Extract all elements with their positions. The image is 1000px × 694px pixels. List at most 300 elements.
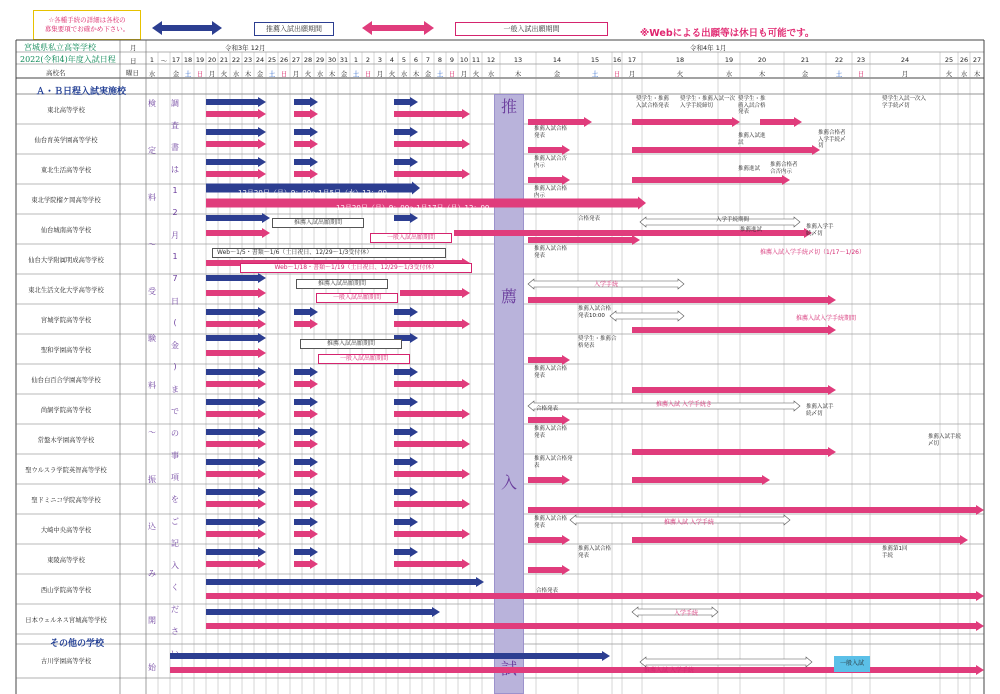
day-cell: 5 <box>401 56 407 64</box>
col-weekday: 曜日 <box>126 69 139 77</box>
school-name: 大崎中央高等学校 <box>40 527 92 534</box>
day-cell: 27 <box>972 56 982 64</box>
schedule-arrow <box>394 469 470 479</box>
note-bunka-1: 入学手続 <box>594 281 619 288</box>
note-shokei-2: 推薦入試 入学手続き <box>656 401 712 408</box>
schedule-arrow <box>294 427 318 437</box>
vertical-char: ま <box>171 385 179 394</box>
schedule-arrow <box>394 109 470 119</box>
note-osaki-1: 推薦入試 入学手続 <box>664 519 714 526</box>
vertical-char: さ <box>171 627 179 636</box>
schedule-arrow <box>206 487 266 497</box>
schedule-arrow <box>294 559 318 569</box>
note-tg-1: 推薦入試合格内示 <box>534 186 568 199</box>
day-cell: 2 <box>365 56 371 64</box>
vertical-char: 〜 <box>148 240 156 249</box>
day-cell: 25 <box>944 56 954 64</box>
weekday-cell: 水 <box>148 70 156 78</box>
schedule-arrow <box>206 97 266 107</box>
vertical-char: 金 <box>171 341 179 350</box>
vertical-char: 7 <box>172 274 178 283</box>
day-cell: 7 <box>425 56 431 64</box>
schedule-arrow <box>632 447 836 457</box>
note-ursula-1: 推薦入試合格発表 <box>534 456 573 469</box>
note-joonan-1: 合格発表 <box>578 216 601 222</box>
schedule-arrow <box>206 499 266 509</box>
weekday-cell: 月 <box>628 70 636 78</box>
school-name: 尚絅学院高等学校 <box>40 407 92 414</box>
note-wellness-1: 入学手続 <box>674 610 699 617</box>
schedule-arrow <box>294 97 318 107</box>
day-cell: 16 <box>612 56 622 64</box>
note-seikatsu-2: 推薦進試 <box>738 166 761 172</box>
schedule-arrow <box>294 547 318 557</box>
legend-recommend: 推薦入試出願期間 <box>254 22 334 36</box>
weekday-cell: 日 <box>613 70 621 78</box>
vertical-char: 1 <box>172 252 178 261</box>
vertical-char: 入 <box>171 561 179 570</box>
day-cell: 26 <box>279 56 289 64</box>
schedule-arrow <box>206 319 266 329</box>
schedule-arrow <box>294 457 318 467</box>
weekday-cell: 水 <box>232 70 240 78</box>
ippan-nyushi-box: 一般入試 <box>834 656 870 672</box>
weekday-cell: 火 <box>304 70 312 78</box>
schedule-arrow <box>394 367 418 377</box>
day-cell: 26 <box>959 56 969 64</box>
note-furukawa-1: 推薦入試 入学手続 <box>644 667 694 674</box>
schedule-arrow <box>206 367 266 377</box>
schedule-arrow <box>394 547 418 557</box>
day-cell: 12 <box>486 56 496 64</box>
weekday-cell: 水 <box>316 70 324 78</box>
vertical-char: 験 <box>148 334 156 343</box>
weekday-cell: 日 <box>196 70 204 78</box>
schedule-arrow <box>294 517 318 527</box>
schedule-arrow <box>632 117 740 127</box>
day-cell: 13 <box>513 56 523 64</box>
schedule-arrow <box>394 397 418 407</box>
procedure-arrow <box>610 311 684 321</box>
weekday-cell: 土 <box>591 70 599 78</box>
day-cell: 25 <box>267 56 277 64</box>
school-name: 宮城学院高等学校 <box>40 317 92 324</box>
schedule-arrow <box>294 109 318 119</box>
schedule-arrow <box>206 333 266 343</box>
schedule-arrow <box>294 307 318 317</box>
weekday-cell: 土 <box>184 70 192 78</box>
weekday-cell: 月 <box>460 70 468 78</box>
col-school-header: 高校名 <box>46 69 66 77</box>
weekday-cell: 土 <box>436 70 444 78</box>
school-name: 東陵高等学校 <box>47 557 85 564</box>
weekday-cell: 木 <box>244 70 252 78</box>
school-name: 仙台白百合学園高等学校 <box>31 377 101 384</box>
day-cell: 23 <box>243 56 253 64</box>
day-cell: 21 <box>219 56 229 64</box>
schedule-arrow <box>400 288 470 298</box>
schedule-arrow <box>394 319 470 329</box>
label-tg-rec: 12月20日（月）9：00〜1月5日（水）12：00 <box>238 189 387 197</box>
schedule-arrow <box>206 169 266 179</box>
schedule-arrow <box>206 379 266 389</box>
schedule-arrow <box>394 529 470 539</box>
weekday-cell: 金 <box>172 70 180 78</box>
weekday-cell: 火 <box>220 70 228 78</box>
note-shirayuri-1: 推薦入試合格発表 <box>534 366 568 379</box>
day-cell: 〜 <box>160 57 168 65</box>
schedule-arrow <box>206 127 266 137</box>
weekday-cell: 木 <box>514 70 522 78</box>
day-cell: 4 <box>389 56 395 64</box>
schedule-arrow <box>528 145 570 155</box>
schedule-arrow <box>632 535 968 545</box>
schedule-arrow <box>394 169 470 179</box>
weekday-cell: 水 <box>960 70 968 78</box>
schedule-arrow <box>394 559 470 569</box>
school-name: 聖和学園高等学校 <box>40 347 92 354</box>
schedule-arrow <box>206 213 270 223</box>
note-meisei-2: 推薦入試合格発表 <box>534 246 568 259</box>
schedule-arrow <box>206 547 266 557</box>
weekday-cell: 火 <box>676 70 684 78</box>
schedule-arrow <box>206 273 266 283</box>
weekday-cell: 金 <box>340 70 348 78</box>
day-cell: 30 <box>327 56 337 64</box>
weekday-cell: 土 <box>352 70 360 78</box>
weekday-cell: 日 <box>364 70 372 78</box>
school-name-other: 古川学園高等学校 <box>40 658 92 665</box>
note-toryo-1: 推薦入試合格発表 <box>578 546 612 559</box>
vertical-char: 〜 <box>148 428 156 437</box>
vertical-char: 事 <box>171 451 179 460</box>
web-note: ※Webによる出願等は休日も可能です。 <box>640 28 815 39</box>
schedule-arrow <box>394 127 418 137</box>
day-cell: 29 <box>315 56 325 64</box>
vertical-char: 調 <box>171 99 179 108</box>
weekday-cell: 水 <box>725 70 733 78</box>
schedule-arrow <box>394 499 470 509</box>
vertical-char: 記 <box>171 539 179 548</box>
label-bunka-gen: 一般入試出願期間 <box>316 293 398 303</box>
day-cell: 23 <box>856 56 866 64</box>
vertical-char: 開 <box>148 616 156 625</box>
note-nishiyama-1: 合格発表 <box>536 588 559 594</box>
vertical-char: は <box>171 165 179 174</box>
schedule-arrow <box>528 475 570 485</box>
school-name: 東北高等学校 <box>47 107 85 114</box>
label-bunka-rec: 推薦入試出願期間 <box>296 279 388 289</box>
weekday-cell: 月 <box>292 70 300 78</box>
schedule-arrow <box>294 529 318 539</box>
day-cell: 18 <box>675 56 685 64</box>
note-meisei-1: 推薦入試入学手続〆切（1/17〜1/26） <box>760 249 865 256</box>
label-meisei-rec: Web〜1/5・書類〜1/6（土日祝日、12/29〜1/3受付休） <box>212 248 446 258</box>
day-cell: 28 <box>303 56 313 64</box>
day-cell: 27 <box>291 56 301 64</box>
schedule-arrow <box>394 517 418 527</box>
suisen-char: 入 <box>500 473 517 492</box>
schedule-arrow <box>528 535 570 545</box>
school-name: 東北生活高等学校 <box>40 167 92 174</box>
weekday-cell: 水 <box>487 70 495 78</box>
label-seiwa-rec: 推薦入試出願期間 <box>300 339 402 349</box>
schedule-arrow <box>294 379 318 389</box>
label-meisei-gen: Web〜1/18・書類〜1/19（土日祝日、12/29〜1/3受付休） <box>240 263 472 273</box>
weekday-cell: 火 <box>472 70 480 78</box>
school-name: 仙台城南高等学校 <box>40 227 92 234</box>
vertical-char: ご <box>171 517 179 526</box>
vertical-char: で <box>171 407 179 416</box>
section-other-header: その他の学校 <box>50 639 105 649</box>
school-name: 仙台大学附属明成高等学校 <box>28 257 104 264</box>
day-cell: 21 <box>800 56 810 64</box>
schedule-arrow <box>394 379 470 389</box>
vertical-char: 月 <box>171 231 179 240</box>
schedule-arrow <box>206 469 266 479</box>
weekday-cell: 木 <box>328 70 336 78</box>
schedule-arrow <box>206 307 266 317</box>
schedule-arrow <box>206 228 270 238</box>
schedule-arrow <box>294 409 318 419</box>
weekday-cell: 金 <box>801 70 809 78</box>
note-ikuei-1: 推薦入試合格発表 <box>534 126 568 139</box>
day-cell: 22 <box>231 56 241 64</box>
day-cell: 10 <box>459 56 469 64</box>
schedule-arrow <box>632 175 790 185</box>
weekday-cell: 月 <box>901 70 909 78</box>
schedule-arrow <box>394 97 418 107</box>
note-tohoku-1: 奨学生・推薦入試合格発表 <box>636 96 670 109</box>
note-ikuei-2: 推薦入試進試 <box>738 133 766 146</box>
day-cell: 20 <box>757 56 767 64</box>
notice-line2: 募集要項でお確かめ下さい。 <box>44 25 130 33</box>
schedule-arrow <box>528 355 570 365</box>
schedule-arrow <box>528 235 640 245</box>
day-cell: 8 <box>437 56 443 64</box>
schedule-arrow <box>294 499 318 509</box>
schedule-arrow <box>206 517 266 527</box>
suisen-char: 薦 <box>500 287 517 306</box>
day-cell: 24 <box>255 56 265 64</box>
day-cell: 1 <box>149 56 155 64</box>
note-tokiwagi-1: 推薦入試合格発表 <box>534 426 568 439</box>
schedule-arrow <box>294 469 318 479</box>
schedule-arrow <box>632 385 836 395</box>
day-cell: 9 <box>449 56 455 64</box>
label-seiwa-gen: 一般入試出願期間 <box>318 354 410 364</box>
schedule-arrow <box>528 505 984 515</box>
col-month: 月 <box>130 44 137 52</box>
day-cell: 19 <box>724 56 734 64</box>
vertical-char: 書 <box>171 143 179 152</box>
weekday-cell: 土 <box>268 70 276 78</box>
day-cell: 6 <box>413 56 419 64</box>
schedule-arrow <box>170 651 610 661</box>
schedule-arrow <box>206 529 266 539</box>
school-name: 東北学院榴ケ岡高等学校 <box>31 197 101 204</box>
schedule-arrow <box>394 427 418 437</box>
schedule-arrow <box>206 559 266 569</box>
schedule-arrow <box>394 409 470 419</box>
schedule-arrow <box>294 367 318 377</box>
schedule-arrow <box>528 415 570 425</box>
vertical-char: を <box>171 495 179 504</box>
schedule-arrow <box>294 439 318 449</box>
section-ab-header: Ａ・Ｂ日程入試実施校 <box>36 87 127 97</box>
schedule-arrow <box>206 348 266 358</box>
school-name: 仙台育英学園高等学校 <box>34 137 98 144</box>
note-osaki-2: 推薦入試合格発表 <box>534 516 568 529</box>
vertical-char: だ <box>171 605 179 614</box>
school-name: 東北生活文化大学高等学校 <box>28 287 104 294</box>
procedure-arrow <box>640 657 812 667</box>
month-dec: 令和3年 12月 <box>225 44 266 52</box>
schedule-arrow <box>394 457 418 467</box>
day-cell: 20 <box>207 56 217 64</box>
label-tg-gen: 12月20日（月）9：00〜1月17日（月）12：00 <box>336 204 490 212</box>
note-joonan-3: 推薦進試 <box>740 227 763 233</box>
note-seikatsu-1: 推薦入試合否内示 <box>534 156 568 169</box>
vertical-char: 1 <box>172 186 178 195</box>
vertical-char: 査 <box>171 121 179 130</box>
weekday-cell: 土 <box>835 70 843 78</box>
day-cell: 17 <box>627 56 637 64</box>
note-tohoku-3: 奨学生・推薦入試合格発表 <box>738 96 766 115</box>
weekday-cell: 金 <box>553 70 561 78</box>
schedule-arrow <box>294 127 318 137</box>
weekday-cell: 金 <box>256 70 264 78</box>
schedule-arrow <box>528 565 570 575</box>
schedule-arrow <box>394 157 418 167</box>
day-cell: 22 <box>834 56 844 64</box>
month-jan: 令和4年 1月 <box>690 44 727 52</box>
vertical-char: 日 <box>171 297 179 306</box>
day-cell: 31 <box>339 56 349 64</box>
vertical-char: 始 <box>148 663 156 672</box>
schedule-arrow <box>632 325 836 335</box>
vertical-char: み <box>148 569 156 578</box>
schedule-arrow <box>294 319 318 329</box>
schedule-arrow <box>206 591 984 601</box>
weekday-cell: 月 <box>208 70 216 78</box>
schedule-arrow <box>760 117 802 127</box>
note-ikuei-3: 推薦合格者入学手続〆切 <box>818 130 846 149</box>
schedule-arrow <box>632 145 820 155</box>
note-shokei-1: 合格発表 <box>536 406 559 412</box>
note-toryo-2: 推薦第1回手続 <box>882 546 908 559</box>
school-name: 常盤木学園高等学校 <box>37 437 95 444</box>
schedule-arrow <box>294 157 318 167</box>
vertical-char: ) <box>173 362 177 371</box>
day-cell: 14 <box>552 56 562 64</box>
legend-general: 一般入試出願期間 <box>455 22 608 36</box>
schedule-arrow <box>206 427 266 437</box>
label-joonan-gen: 一般入試出願期間 <box>370 233 452 243</box>
note-joonan-2: 入学手続期間 <box>716 217 750 223</box>
schedule-arrow <box>206 139 266 149</box>
schedule-arrow <box>528 175 570 185</box>
note-tokiwagi-2: 推薦入試手続〆切 <box>928 434 962 447</box>
schedule-arrow <box>294 487 318 497</box>
schedule-arrow <box>528 295 836 305</box>
schedule-arrow <box>206 621 984 631</box>
note-miyagi-1: 推薦入試合格発表10:00 <box>578 306 612 319</box>
weekday-cell: 木 <box>973 70 981 78</box>
schedule-arrow <box>294 169 318 179</box>
note-shokei-3: 推薦入試手続〆切 <box>806 404 834 417</box>
vertical-char: の <box>171 429 179 438</box>
weekday-cell: 日 <box>280 70 288 78</box>
schedule-arrow <box>206 109 266 119</box>
schedule-arrow <box>206 409 266 419</box>
weekday-cell: 月 <box>376 70 384 78</box>
col-day: 日 <box>130 57 137 65</box>
weekday-cell: 水 <box>400 70 408 78</box>
day-cell: 19 <box>195 56 205 64</box>
schedule-arrow <box>206 439 266 449</box>
note-tohoku-4: 奨学生入試一次入学手続〆切 <box>882 96 927 109</box>
vertical-char: 定 <box>148 146 156 155</box>
weekday-cell: 金 <box>424 70 432 78</box>
schedule-arrow <box>206 457 266 467</box>
schedule-arrow <box>206 288 266 298</box>
schedule-arrow <box>394 487 418 497</box>
vertical-char: 込 <box>148 522 156 531</box>
vertical-char: 受 <box>148 287 156 296</box>
vertical-char: 項 <box>171 473 179 482</box>
schedule-arrow <box>294 397 318 407</box>
vertical-char: 振 <box>148 475 156 484</box>
label-joonan-rec: 推薦入試出願期間 <box>272 218 364 228</box>
notice-line1: ☆各種手続の詳細は各校の <box>48 16 126 24</box>
note-joonan-4: 推薦入学手続〆切 <box>806 224 834 237</box>
day-cell: 15 <box>590 56 600 64</box>
note-seiwa-1: 奨学生・推薦合格発表 <box>578 336 617 349</box>
schedule-arrow <box>394 307 418 317</box>
vertical-char: 2 <box>172 208 178 217</box>
vertical-char: 料 <box>148 193 156 202</box>
day-cell: 18 <box>183 56 193 64</box>
day-cell: 11 <box>471 56 481 64</box>
vertical-char: 料 <box>148 381 156 390</box>
weekday-cell: 火 <box>388 70 396 78</box>
schedule-arrow <box>394 439 470 449</box>
schedule-arrow <box>394 139 470 149</box>
note-miyagi-2: 推薦入試入学手続期間 <box>796 315 857 322</box>
day-cell: 17 <box>171 56 181 64</box>
schedule-arrow <box>294 139 318 149</box>
weekday-cell: 木 <box>412 70 420 78</box>
day-cell: 24 <box>900 56 910 64</box>
title-line1: 宮城県私立高等学校 <box>24 43 96 52</box>
school-name: 聖ウルスラ学院英智高等学校 <box>25 467 107 474</box>
schedule-arrow <box>206 577 484 587</box>
school-name: 西山学院高等学校 <box>40 587 92 594</box>
weekday-cell: 日 <box>448 70 456 78</box>
suisen-char: 推 <box>500 97 517 116</box>
day-cell: 1 <box>353 56 359 64</box>
school-name: 日本ウェルネス宮城高等学校 <box>25 617 107 624</box>
school-name: 聖ドミニコ学院高等学校 <box>31 497 101 504</box>
vertical-char: 検 <box>148 99 156 108</box>
weekday-cell: 日 <box>857 70 865 78</box>
note-seikatsu-3: 推薦合格者合否内示 <box>770 162 798 175</box>
schedule-arrow <box>632 475 770 485</box>
day-cell: 3 <box>377 56 383 64</box>
weekday-cell: 火 <box>945 70 953 78</box>
weekday-cell: 木 <box>758 70 766 78</box>
